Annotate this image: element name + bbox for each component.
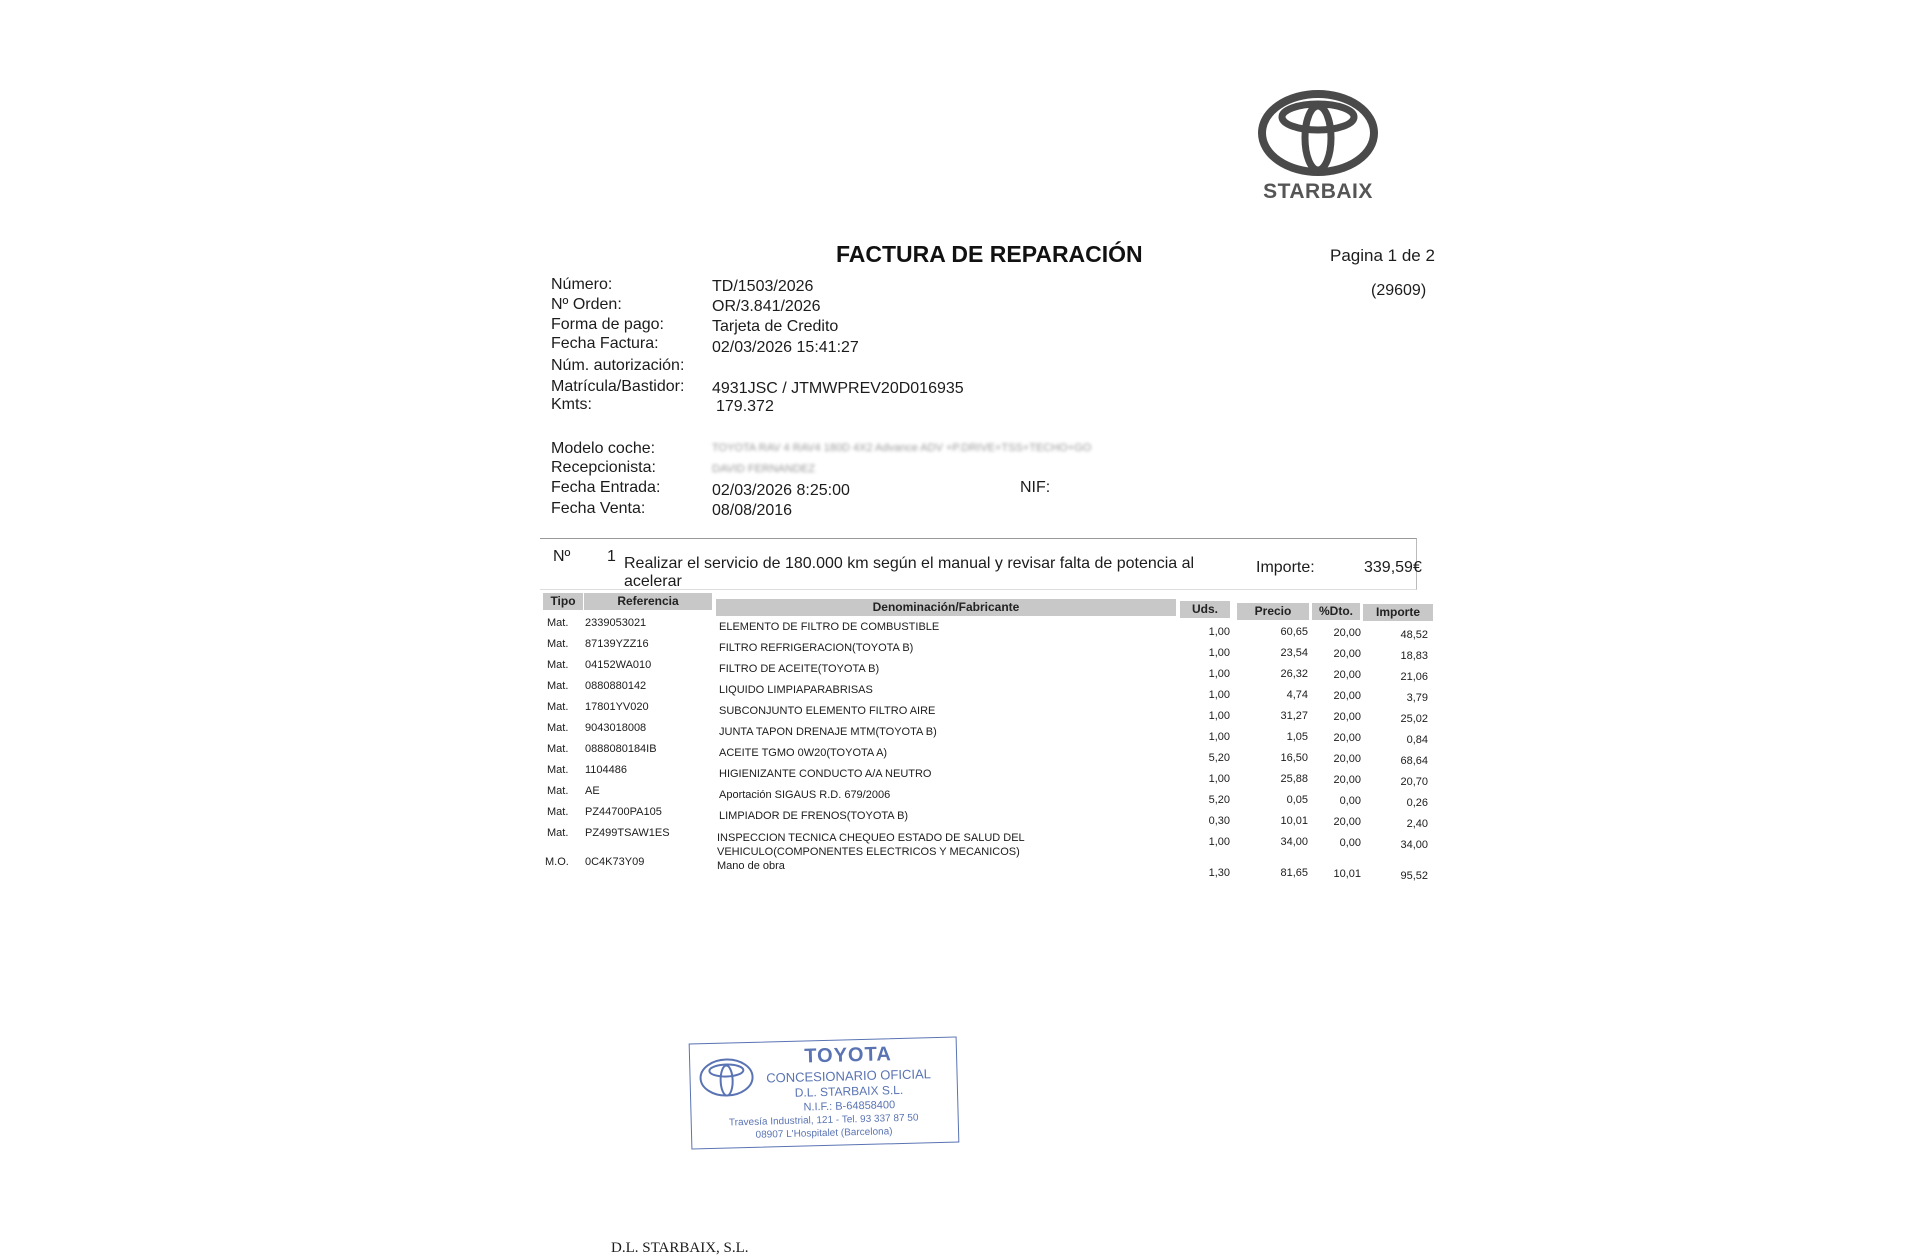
field-label: Nº Orden: <box>551 296 622 313</box>
cell-denominacion: JUNTA TAPON DRENAJE MTM(TOYOTA B) <box>719 726 937 738</box>
field-label: Recepcionista: <box>551 459 656 476</box>
field-label: Forma de pago: <box>551 316 664 333</box>
cell-precio: 1,05 <box>1286 731 1308 743</box>
cell-uds: 1,00 <box>1208 836 1230 848</box>
document-title: FACTURA DE REPARACIÓN <box>836 241 1143 267</box>
cell-uds: 5,20 <box>1208 794 1230 806</box>
cell-tipo: Mat. <box>547 806 569 818</box>
field-value: OR/3.841/2026 <box>712 298 821 315</box>
cell-importe: 34,00 <box>1400 839 1428 851</box>
cell-importe: 68,64 <box>1400 755 1428 767</box>
cell-importe: 18,83 <box>1400 650 1428 662</box>
toyota-stamp-icon <box>698 1057 755 1098</box>
col-header-tipo: Tipo <box>543 593 583 610</box>
cell-denominacion: Mano de obra <box>717 860 785 872</box>
stamp-line: N.I.F.: B-64858400 <box>803 1099 896 1114</box>
cell-tipo: Mat. <box>547 722 569 734</box>
service-index: 1 <box>607 548 616 565</box>
nif-label: NIF: <box>1020 479 1051 496</box>
cell-tipo: Mat. <box>547 764 569 776</box>
cell-tipo: Mat. <box>547 659 569 671</box>
cell-dto: 20,00 <box>1333 816 1361 828</box>
field-label: Fecha Factura: <box>551 335 659 352</box>
cell-denominacion: ACEITE TGMO 0W20(TOYOTA A) <box>719 747 888 759</box>
cell-precio: 0,05 <box>1286 794 1308 806</box>
cell-tipo: Mat. <box>547 701 569 713</box>
cell-referencia: 0880880142 <box>585 680 647 692</box>
cell-tipo: Mat. <box>547 785 569 797</box>
cell-referencia: 0888080184IB <box>585 743 657 755</box>
cell-importe: 2,40 <box>1406 818 1428 830</box>
cell-importe: 25,02 <box>1400 713 1428 725</box>
cell-dto: 20,00 <box>1333 669 1361 681</box>
col-header-importe: Importe <box>1363 604 1433 621</box>
cell-precio: 4,74 <box>1286 689 1308 701</box>
cell-denominacion: SUBCONJUNTO ELEMENTO FILTRO AIRE <box>719 705 936 717</box>
cell-dto: 20,00 <box>1333 648 1361 660</box>
cell-referencia: 9043018008 <box>585 722 647 734</box>
cell-tipo: M.O. <box>545 856 569 868</box>
cell-referencia: 2339053021 <box>585 617 647 629</box>
cell-denominacion: FILTRO REFRIGERACION(TOYOTA B) <box>719 642 914 654</box>
cell-uds: 1,00 <box>1208 689 1230 701</box>
cell-uds: 1,30 <box>1208 867 1230 879</box>
field-label: Kmts: <box>551 396 592 413</box>
cell-denominacion-line2: VEHICULO(COMPONENTES ELECTRICOS Y MECANICOS) <box>717 846 1020 858</box>
cell-dto: 20,00 <box>1333 732 1361 744</box>
cell-referencia: 1104486 <box>585 764 628 776</box>
stamp-line: Travesía Industrial, 121 - Tel. 93 337 87 50 <box>728 1112 919 1129</box>
field-value-redacted: TOYOTA RAV 4 RAV4 180D 4X2 Advance ADV +P.DRIVE+TSS+TECHO+GO <box>712 442 1092 454</box>
cell-precio: 34,00 <box>1280 836 1308 848</box>
cell-denominacion: LIMPIADOR DE FRENOS(TOYOTA B) <box>719 810 909 822</box>
stamp-line: CONCESIONARIO OFICIAL <box>766 1066 932 1086</box>
col-header-referencia: Referencia <box>584 593 712 610</box>
cell-importe: 3,79 <box>1406 692 1428 704</box>
cell-importe: 95,52 <box>1400 870 1428 882</box>
cell-importe: 48,52 <box>1400 629 1428 641</box>
field-value: 4931JSC / JTMWPREV20D016935 <box>712 380 964 397</box>
field-label: Modelo coche: <box>551 440 656 457</box>
cell-uds: 1,00 <box>1208 773 1230 785</box>
service-amount-label: Importe: <box>1256 559 1315 576</box>
cell-tipo: Mat. <box>547 680 569 692</box>
cell-uds: 0,30 <box>1208 815 1230 827</box>
cell-importe: 0,26 <box>1406 797 1428 809</box>
field-label: Matrícula/Bastidor: <box>551 378 685 395</box>
cell-dto: 20,00 <box>1333 774 1361 786</box>
stamp-line: 08907 L'Hospitalet (Barcelona) <box>755 1126 893 1141</box>
cell-dto: 20,00 <box>1333 690 1361 702</box>
col-header-dto: %Dto. <box>1312 603 1360 620</box>
cell-referencia: 17801YV020 <box>585 701 649 713</box>
toyota-emblem-icon <box>1258 90 1378 176</box>
cell-precio: 81,65 <box>1280 867 1308 879</box>
reference-number: (29609) <box>1371 282 1427 299</box>
col-header-uds: Uds. <box>1180 601 1230 618</box>
cell-uds: 1,00 <box>1208 647 1230 659</box>
cell-uds: 1,00 <box>1208 731 1230 743</box>
field-label: Fecha Entrada: <box>551 479 661 496</box>
field-label: Fecha Venta: <box>551 500 646 517</box>
col-header-denominacion: Denominación/Fabricante <box>716 599 1176 616</box>
cell-tipo: Mat. <box>547 827 569 839</box>
cell-precio: 31,27 <box>1280 710 1308 722</box>
col-header-precio: Precio <box>1237 603 1309 620</box>
cell-dto: 10,01 <box>1333 868 1361 880</box>
cell-denominacion: HIGIENIZANTE CONDUCTO A/A NEUTRO <box>719 768 932 780</box>
field-value: 179.372 <box>716 398 774 415</box>
toyota-logo <box>1228 90 1408 212</box>
cell-referencia: 87139YZZ16 <box>585 638 649 650</box>
cell-precio: 25,88 <box>1280 773 1308 785</box>
field-value: 02/03/2026 8:25:00 <box>712 482 850 499</box>
cell-dto: 20,00 <box>1333 753 1361 765</box>
cell-referencia: PZ499TSAW1ES <box>585 827 670 839</box>
cell-uds: 5,20 <box>1208 752 1230 764</box>
field-value: 08/08/2016 <box>712 502 793 519</box>
field-value-redacted: DAVID FERNANDEZ <box>712 463 816 475</box>
cell-tipo: Mat. <box>547 617 569 629</box>
field-value: TD/1503/2026 <box>712 278 814 295</box>
cell-denominacion: LIQUIDO LIMPIAPARABRISAS <box>719 684 873 696</box>
brand-name: STARBAIX <box>1263 180 1373 203</box>
cell-dto: 0,00 <box>1339 837 1361 849</box>
cell-precio: 10,01 <box>1280 815 1308 827</box>
field-value: 02/03/2026 15:41:27 <box>712 339 859 356</box>
stamp-line: D.L. STARBAIX S.L. <box>794 1082 904 1100</box>
cell-referencia: PZ44700PA105 <box>585 806 662 818</box>
company-footer: D.L. STARBAIX, S.L. <box>611 1240 749 1256</box>
field-label: Núm. autorización: <box>551 357 685 374</box>
cell-importe: 0,84 <box>1406 734 1428 746</box>
cell-denominacion: Aportación SIGAUS R.D. 679/2006 <box>719 789 891 801</box>
cell-dto: 20,00 <box>1333 627 1361 639</box>
service-number-label: Nº <box>553 548 571 565</box>
cell-uds: 1,00 <box>1208 668 1230 680</box>
dealer-stamp <box>689 1037 960 1150</box>
cell-precio: 26,32 <box>1280 668 1308 680</box>
cell-tipo: Mat. <box>547 638 569 650</box>
cell-precio: 16,50 <box>1280 752 1308 764</box>
page-number: Pagina 1 de 2 <box>1330 246 1435 265</box>
cell-referencia: 0C4K73Y09 <box>585 856 645 868</box>
cell-uds: 1,00 <box>1208 626 1230 638</box>
field-label: Número: <box>551 276 613 293</box>
cell-referencia: 04152WA010 <box>585 659 652 671</box>
cell-denominacion: ELEMENTO DE FILTRO DE COMBUSTIBLE <box>719 621 940 633</box>
cell-uds: 1,00 <box>1208 710 1230 722</box>
cell-denominacion: INSPECCION TECNICA CHEQUEO ESTADO DE SALUD DEL <box>717 832 1025 844</box>
cell-tipo: Mat. <box>547 743 569 755</box>
stamp-brand: TOYOTA <box>803 1043 893 1068</box>
cell-importe: 21,06 <box>1400 671 1428 683</box>
cell-precio: 60,65 <box>1280 626 1308 638</box>
field-value: Tarjeta de Credito <box>712 318 839 335</box>
service-description: Realizar el servicio de 180.000 km según el manual y revisar falta de potencia al acelerar <box>624 555 1195 590</box>
cell-dto: 20,00 <box>1333 711 1361 723</box>
service-amount: 339,59€ <box>1364 559 1422 576</box>
cell-precio: 23,54 <box>1280 647 1308 659</box>
cell-importe: 20,70 <box>1400 776 1428 788</box>
cell-dto: 0,00 <box>1339 795 1361 807</box>
cell-referencia: AE <box>585 785 600 797</box>
cell-denominacion: FILTRO DE ACEITE(TOYOTA B) <box>719 663 880 675</box>
